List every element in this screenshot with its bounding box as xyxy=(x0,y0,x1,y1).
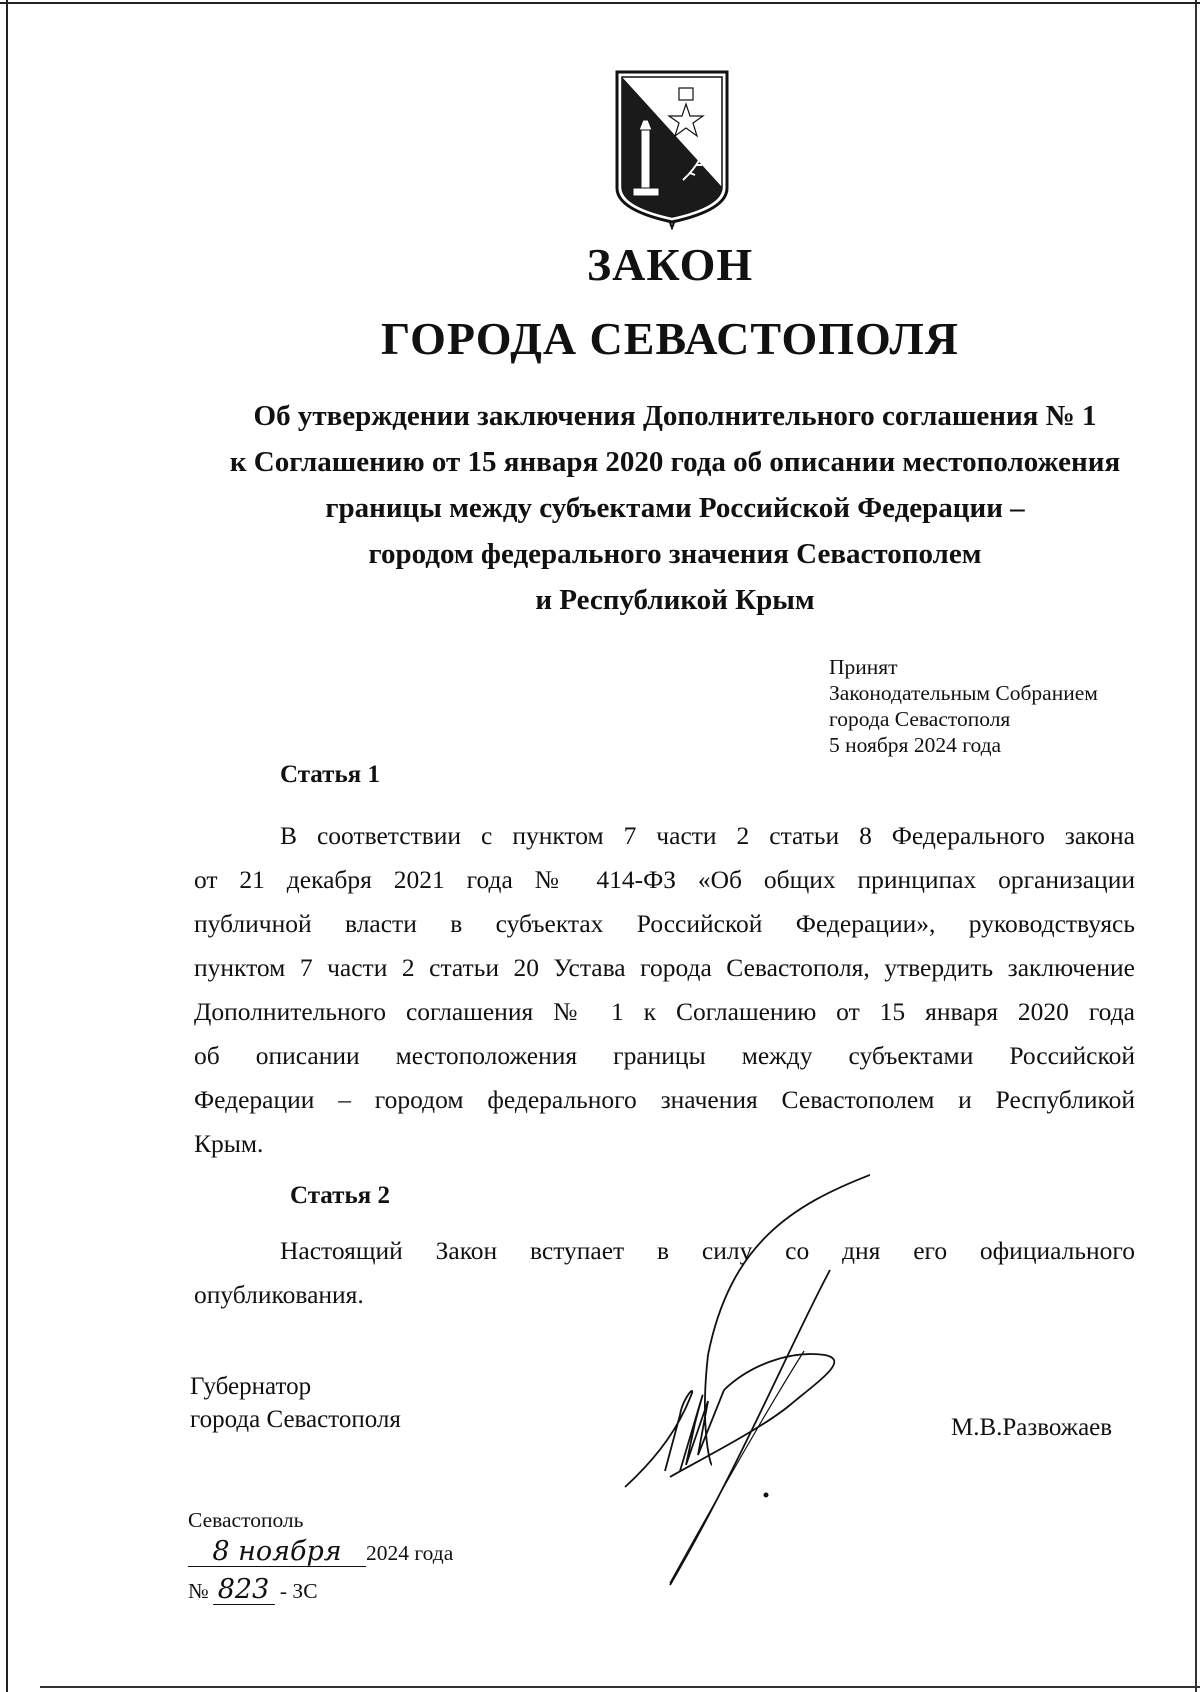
subject-line: и Республикой Крым xyxy=(535,584,815,616)
article-1-line: пунктом 7 части 2 статьи 20 Устава города Севастополя, утвердить заключение xyxy=(194,953,1135,982)
number-suffix: - ЗС xyxy=(279,1579,318,1603)
subject-line: Об утверждении заключения Дополнительного соглашения № 1 xyxy=(253,400,1097,432)
signatory-title-line: города Севастополя xyxy=(190,1406,401,1433)
scan-border-bottom xyxy=(40,1686,1200,1688)
subject-line: границы между субъектами Российской Федерации – xyxy=(325,492,1025,524)
issue-year: 2024 года xyxy=(366,1541,454,1565)
article-1-heading: Статья 1 xyxy=(280,761,380,788)
document-issuer: ГОРОДА СЕВАСТОПОЛЯ xyxy=(380,313,960,364)
article-2-heading: Статья 2 xyxy=(290,1182,390,1209)
article-1-line: об описании местоположения границы между субъектами Российской xyxy=(194,1041,1135,1070)
article-2-line: опубликования. xyxy=(194,1280,364,1309)
article-2-line: Настоящий Закон вступает в силу со дня его официального xyxy=(280,1236,1135,1265)
adoption-line: города Севастополя xyxy=(829,707,1011,731)
adoption-date: 5 ноября 2024 года xyxy=(829,733,1002,757)
issue-date xyxy=(188,1538,453,1567)
signatory-title-line: Губернатор xyxy=(190,1373,312,1400)
law-number xyxy=(188,1576,318,1605)
article-1-line: публичной власти в субъектах Российской Федерации», руководствуясь xyxy=(194,909,1135,938)
issue-place: Севастополь xyxy=(188,1508,304,1532)
adoption-line: Законодательным Собранием xyxy=(829,681,1098,705)
handwritten-signature-icon xyxy=(620,1165,870,1595)
signatory-name: М.В.Развожаев xyxy=(951,1414,1113,1441)
document-title: ЗАКОН xyxy=(586,239,754,290)
subject-line: городом федерального значения Севастополем xyxy=(368,538,982,570)
signatory-title xyxy=(190,1370,401,1436)
article-1-line: Федерации – городом федерального значения Севастополем и Республикой xyxy=(194,1085,1135,1114)
article-1-line: от 21 декабря 2021 года № 414-ФЗ «Об общих принципах организации xyxy=(194,865,1135,894)
law-subject xyxy=(190,393,1160,623)
article-1-line: В соответствии с пунктом 7 части 2 статьи 8 Федерального закона xyxy=(280,821,1135,850)
scan-border-top xyxy=(0,2,1200,4)
article-1-line: Дополнительного соглашения № 1 к Соглашению от 15 января 2020 года xyxy=(194,997,1135,1026)
adoption-line: Принят xyxy=(829,655,898,679)
article-1-line: Крым. xyxy=(194,1129,264,1158)
handwritten-date: 8 ноября xyxy=(188,1538,366,1567)
handwritten-number: 823 xyxy=(213,1576,275,1605)
article-1-text xyxy=(194,814,1135,1166)
number-prefix: № xyxy=(188,1579,209,1603)
adoption-block xyxy=(829,654,1098,758)
sevastopol-coat-of-arms-icon xyxy=(613,70,731,230)
subject-line: к Соглашению от 15 января 2020 года об описании местоположения xyxy=(229,446,1121,478)
